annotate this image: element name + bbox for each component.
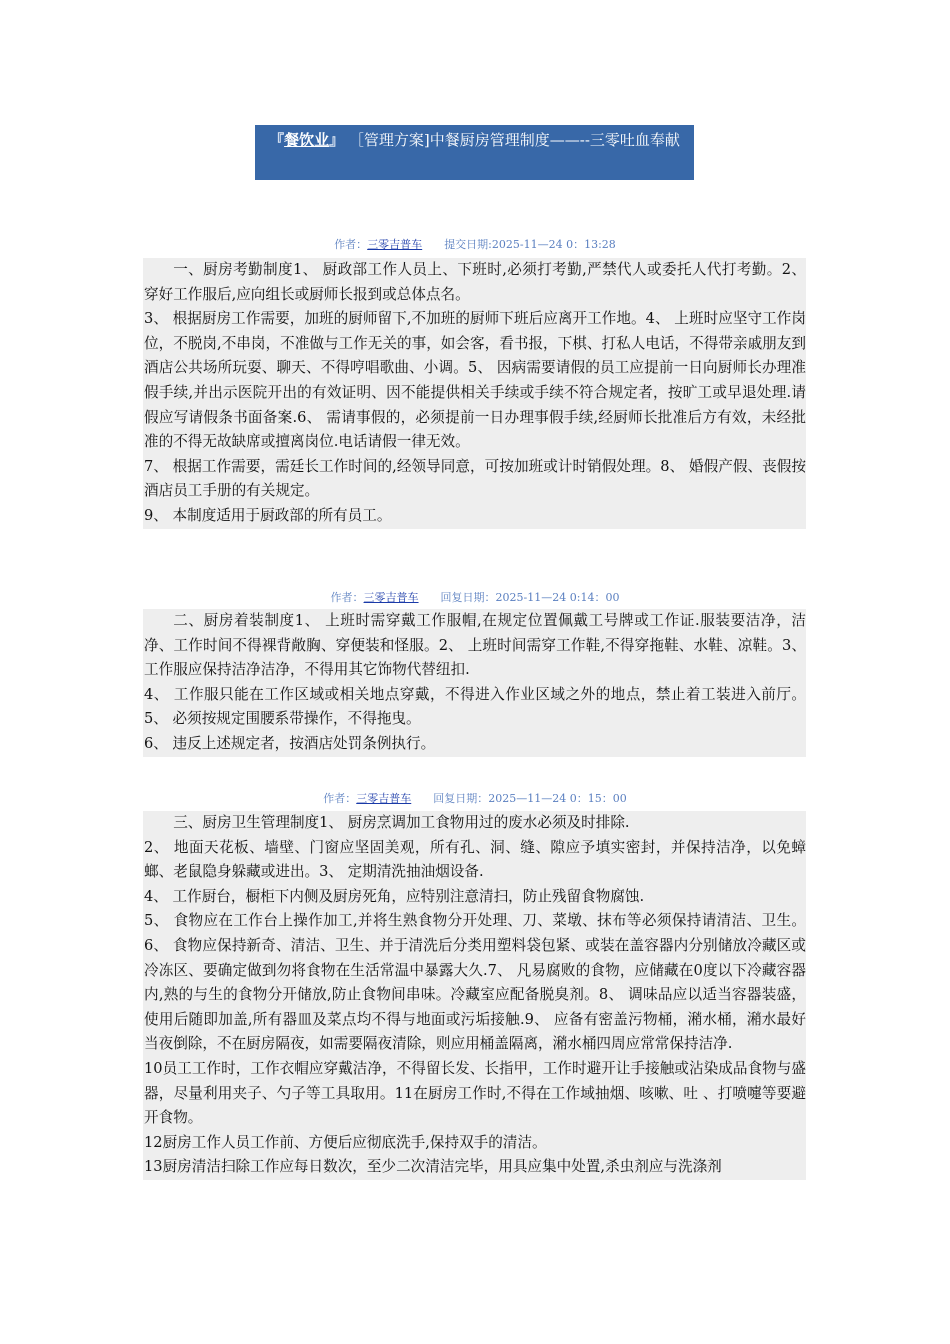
post-meta xyxy=(0,589,950,605)
post-paragraph: 13厨房清洁扫除工作应每日数次，至少二次清洁完毕，用具应集中处置,杀虫剂应与洗涤剂 xyxy=(144,1158,722,1176)
post-paragraph: 12厨房工作人员工作前、方便后应彻底洗手,保持双手的清洁。 xyxy=(144,1133,547,1151)
post-paragraph: 5、 食物应在工作台上操作加工,并将生熟食物分开处理、刀、菜墩、抹布等必须保持请清洁、卫生。6、 食物应保持新奇、清洁、卫生、并于清洗后分类用塑料袋包紧、或装在盖容器内分别储放冷藏区或冷冻区、要确定做到勿将食物在生活常温中暴露大久.7、 凡易腐败的食物，应储藏在0度以下冷藏容器内,熟的与生的食物分开储放,防止食物间串味。冷藏室应配备脱臭剂。8、 调味品应以适当容器装盛，使用后随即加盖,所有器皿及菜点均不得与地面或污垢接触.9、 应备有密盖污物桶，潲水桶，潲水最好当夜倒除，不在厨房隔夜，如需要隔夜清除，则应用桶盖隔离，潲水桶四周应常常保持洁净. xyxy=(144,912,806,1053)
post-date: 2025-11—24 0:14：00 xyxy=(495,591,620,604)
page-title xyxy=(255,125,694,180)
post-body xyxy=(143,811,806,1180)
title-bracket-close: 』 xyxy=(329,131,345,149)
date-label: 提交日期: xyxy=(444,238,492,251)
author-label: 作者： xyxy=(330,591,364,604)
post-paragraph: 7、 根据工作需要，需廷长工作时间的,经领导同意，可按加班或计时销假处理。8、 婚假产假、丧假按酒店员工手册的有关规定。 xyxy=(144,457,806,500)
post-meta xyxy=(0,236,950,252)
title-bracket-open: 『 xyxy=(269,131,285,149)
post-paragraph: 10员工工作时，工作衣帽应穿戴洁净，不得留长发、长指甲，工作时避开让手接触或沾染成品食物与盛器，尽量利用夹子、勺子等工具取用。11在厨房工作时,不得在工作域抽烟、咳嗽、吐 、打喷嚏等要避开食物。 xyxy=(144,1059,806,1127)
post-paragraph: 9、 本制度适用于厨政部的所有员工。 xyxy=(144,506,392,524)
post-body xyxy=(143,609,806,757)
post-paragraph: 三、厨房卫生管理制度1、 厨房烹调加工食物用过的废水必须及时排除. xyxy=(173,814,630,831)
author-label: 作者： xyxy=(323,792,357,805)
date-label: 回复日期： xyxy=(440,591,496,604)
author-label: 作者： xyxy=(334,238,368,251)
title-text: ［管理方案]中餐厨房管理制度——--三零吐血奉献 xyxy=(348,131,680,149)
post-paragraph: 3、 根据厨房工作需要，加班的厨师留下,不加班的厨师下班后应离开工作地。4、 上班时应坚守工作岗位，不脱岗,不串岗，不准做与工作无关的事，如会客，看书报，下棋、打私人电话，不得带亲戚朋友到酒店公共场所玩耍、聊天、不得哼唱歌曲、小调。5、 因病需要请假的员工应提前一日向厨师长办理准假手续,并出示医院开出的有效证明、因不能提供相关手续或手续不符合规定者，按旷工或早退处理.请假应写请假条书面备案.6、 需请事假的，必须提前一日办理事假手续,经厨师长批准后方有效，未经批准的不得无故缺席或擅离岗位.电话请假一律无效。 xyxy=(144,310,806,451)
post-paragraph: 6、 违反上述规定者，按酒店处罚条例执行。 xyxy=(144,734,436,752)
post-paragraph: 4、 工作服只能在工作区域或相关地点穿戴，不得进入作业区域之外的地点，禁止着工装进入前厅。5、 必须按规定围腰系带操作，不得拖曳。 xyxy=(144,685,806,728)
author-link[interactable]: 三零吉普车 xyxy=(363,591,419,604)
date-label: 回复日期： xyxy=(433,792,489,805)
post-paragraph: 4、 工作厨台，橱柜下内侧及厨房死角，应特别注意清扫，防止残留食物腐蚀. xyxy=(144,887,645,905)
post-body xyxy=(143,258,806,529)
author-link[interactable]: 三零吉普车 xyxy=(356,792,412,805)
post-paragraph: 二、厨房着装制度1、 上班时需穿戴工作服帽,在规定位置佩戴工号牌或工作证.服装要洁净，洁净、工作时间不得裸背敞胸、穿便装和怪服。2、 上班时间需穿工作鞋,不得穿拖鞋、水鞋、凉鞋。3、 工作服应保持洁净洁净，不得用其它饰物代替纽扣. xyxy=(144,612,806,679)
author-link[interactable]: 三零吉普车 xyxy=(367,238,423,251)
post-date: 2025—11—24 0：15：00 xyxy=(488,792,627,805)
post-paragraph: 2、 地面天花板、墙壁、门窗应坚固美观，所有孔、洞、缝、隙应予填实密封，并保持洁净，以免蟑螂、老鼠隐身躲藏或进出。3、 定期清洗抽油烟设备. xyxy=(144,838,806,881)
category-link[interactable]: 餐饮业 xyxy=(284,131,330,149)
post-paragraph: 一、厨房考勤制度1、 厨政部工作人员上、下班时,必须打考勤,严禁代人或委托人代打考勤。2、 穿好工作服后,应向组长或厨师长报到或总体点名。 xyxy=(144,261,806,303)
post-date: 2025-11—24 0：13:28 xyxy=(491,238,616,251)
post-meta xyxy=(0,790,950,806)
